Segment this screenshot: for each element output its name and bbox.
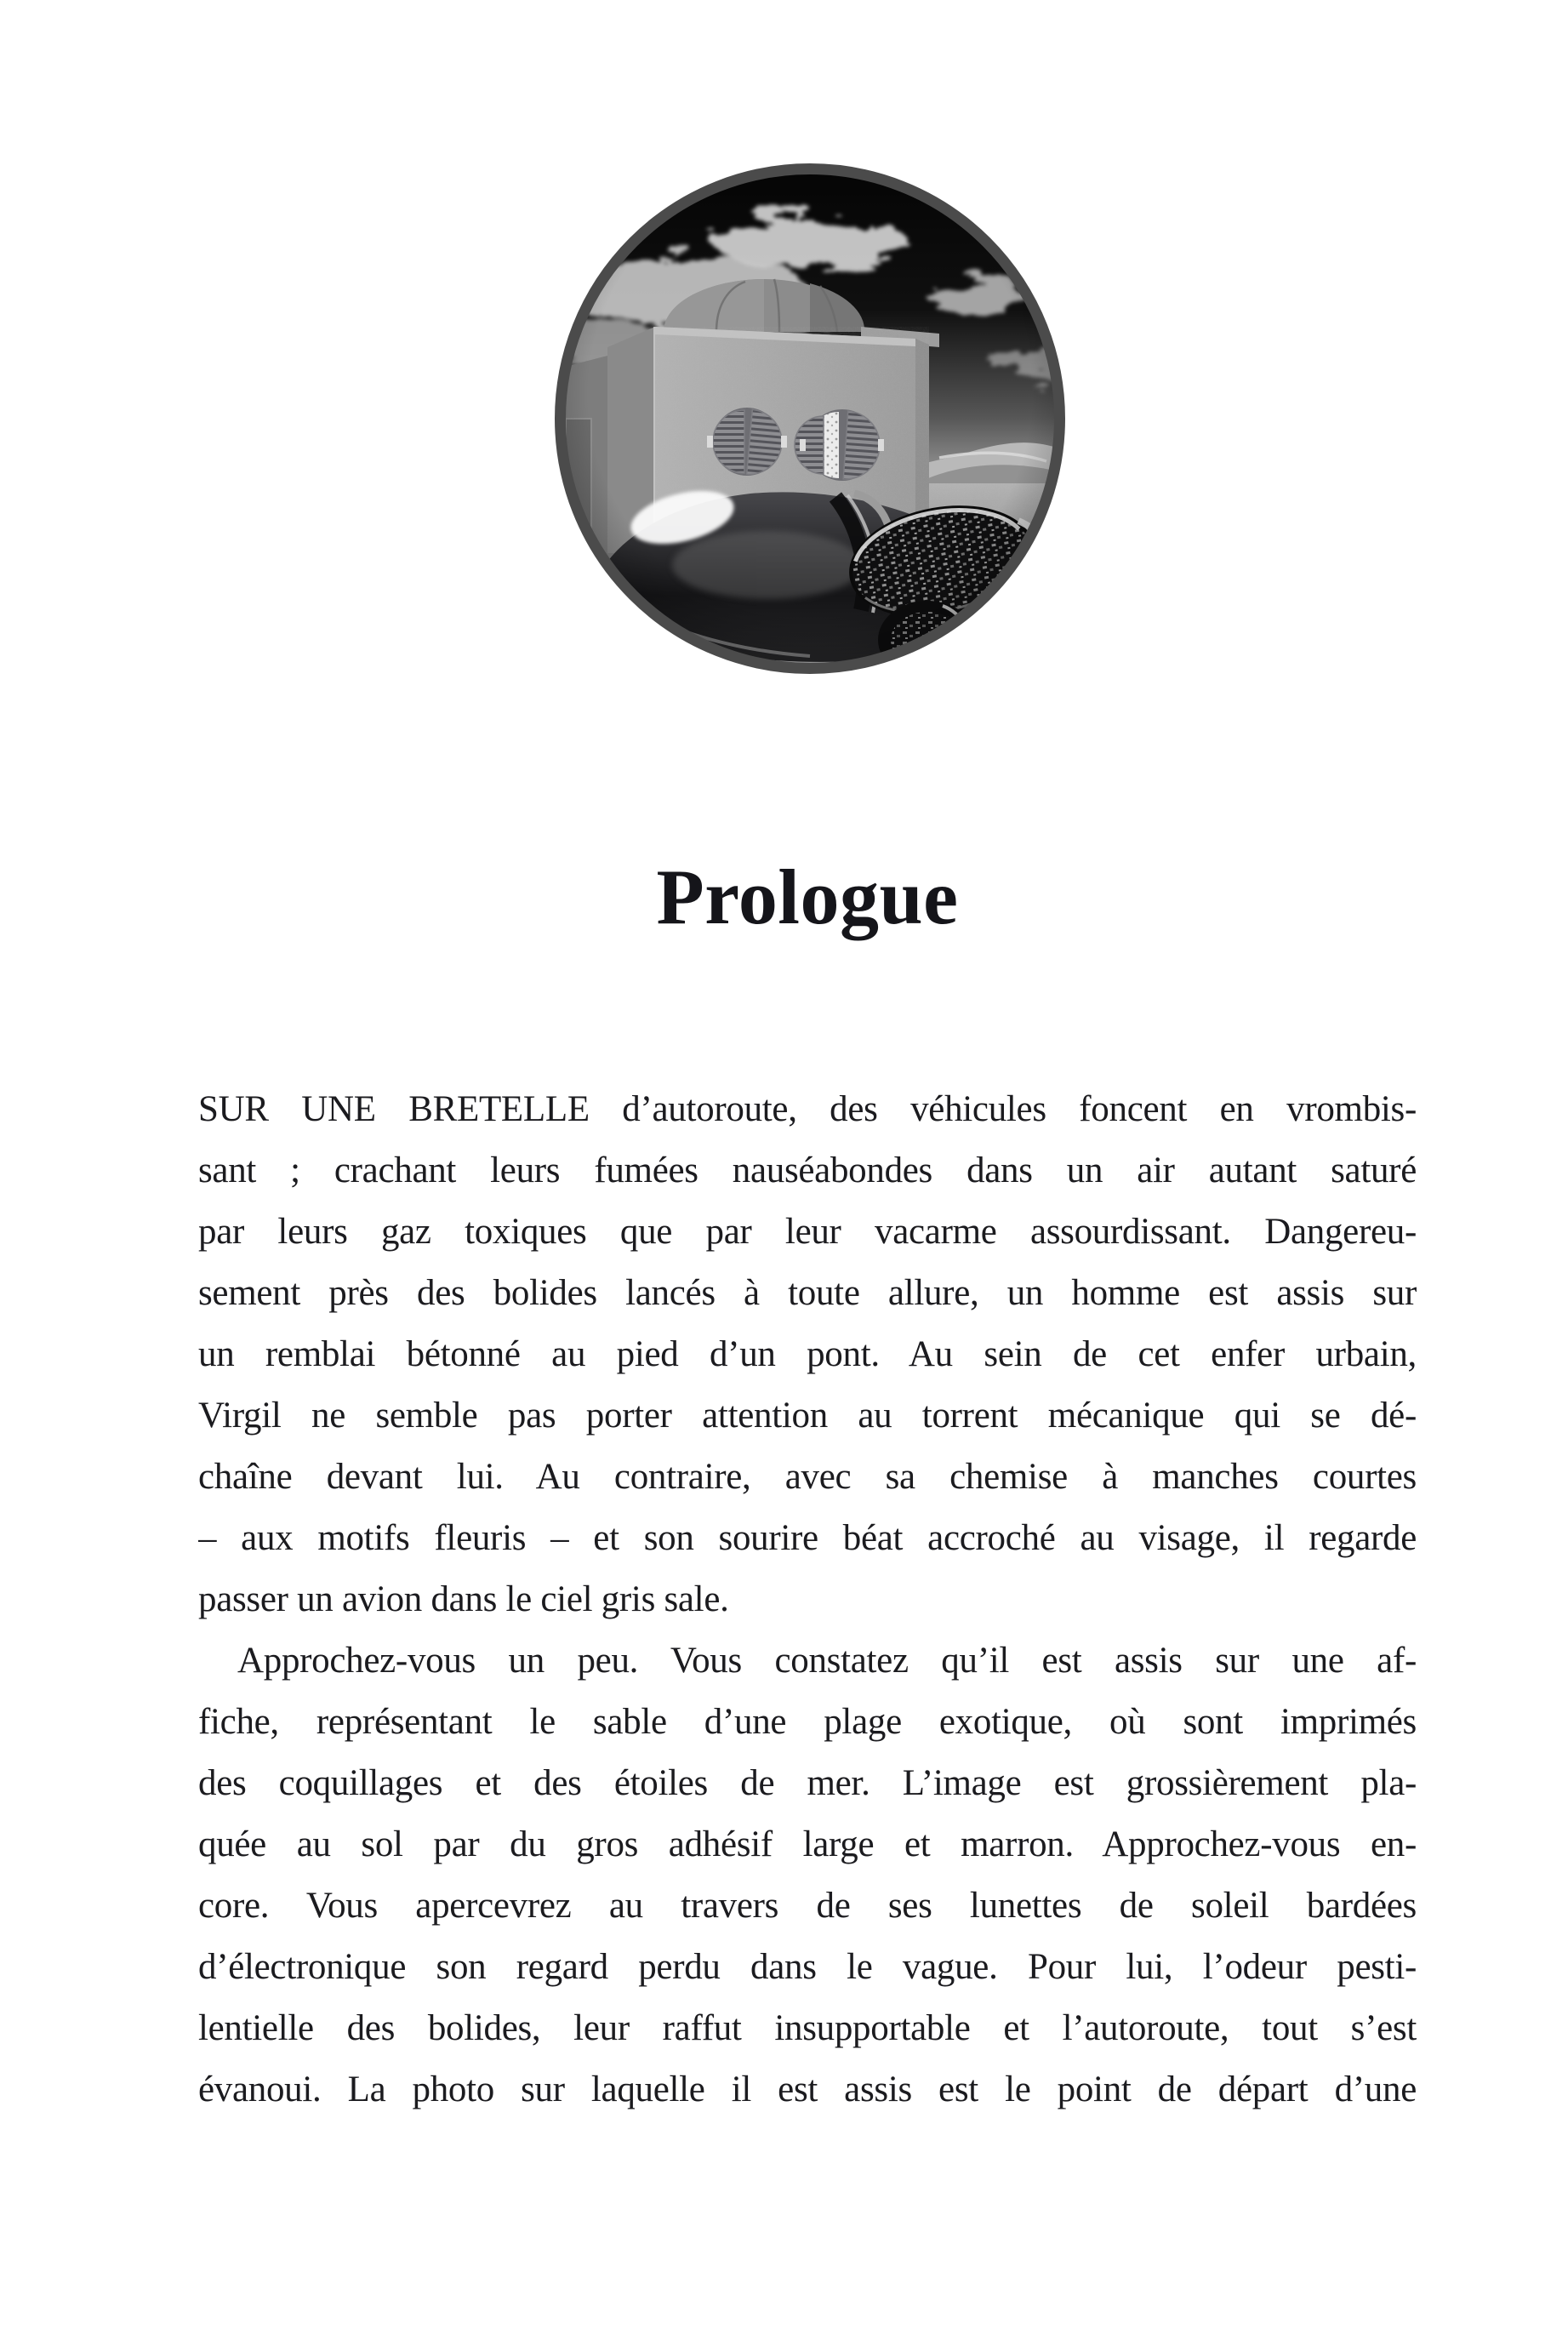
text-line: sant ; crachant leurs fumées nauséabondes dans un air autant saturé [198, 1150, 1417, 1190]
text-line: quée au sol par du gros adhésif large et marron. Approchez-vous en- [198, 1824, 1417, 1864]
text-line: un remblai bétonné au pied d’un pont. Au sein de cet enfer urbain, [198, 1334, 1417, 1374]
text-line: SUR UNE BRETELLE d’autoroute, des véhicules foncent en vrombis- [198, 1089, 1417, 1129]
text-line: des coquillages et des étoiles de mer. L’image est grossièrement pla- [198, 1763, 1417, 1803]
text-line: chaîne devant lui. Au contraire, avec sa chemise à manches courtes [198, 1457, 1417, 1497]
text-line: par leurs gaz toxiques que par leur vacarme assourdissant. Dangereu- [198, 1212, 1417, 1252]
scene-graphic [555, 163, 1065, 674]
chapter-title: Prologue [656, 853, 959, 940]
text-line: sement près des bolides lancés à toute allure, un homme est assis sur [198, 1273, 1417, 1313]
text-line: core. Vous apercevrez au travers de ses lunettes de soleil bardées [198, 1886, 1417, 1926]
text-line: Virgil ne semble pas porter attention au torrent mécanique qui se dé- [198, 1396, 1417, 1436]
text-line: – aux motifs fleuris – et son sourire béat accroché au visage, il regarde [198, 1518, 1417, 1558]
text-line: évanoui. La photo sur laquelle il est assis est le point de départ d’une [198, 2069, 1417, 2109]
body-text [198, 1079, 1417, 2121]
text-line: lentielle des bolides, leur raffut insupportable et l’autoroute, tout s’est [198, 2008, 1417, 2048]
text-line: passer un avion dans le ciel gris sale. [198, 1579, 729, 1619]
text-line: Approchez-vous un peu. Vous constatez qu’il est assis sur une af- [237, 1641, 1417, 1681]
prologue-illustration [555, 163, 1065, 674]
text-line: fiche, représentant le sable d’une plage exotique, où sont imprimés [198, 1702, 1417, 1742]
text-line: d’électronique son regard perdu dans le vague. Pour lui, l’odeur pesti- [198, 1947, 1417, 1987]
